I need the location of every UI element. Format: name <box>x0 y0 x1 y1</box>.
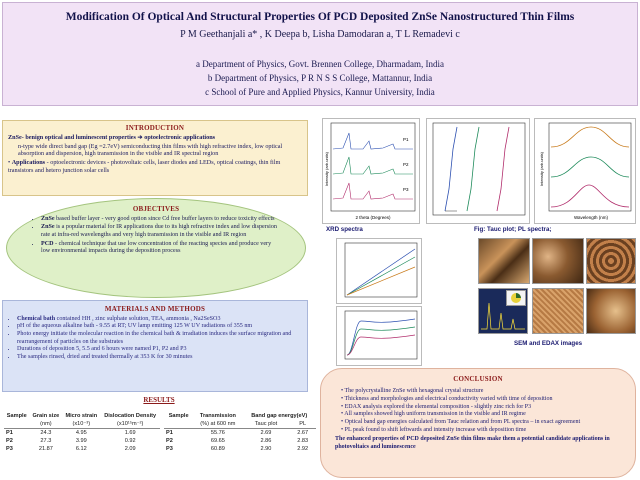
objective-text: - chemical technique that use low concentration of the reacting species and produce very low environmental impacts during the deposition process <box>41 240 272 255</box>
table-unit <box>164 420 193 429</box>
iv-figure <box>336 238 422 304</box>
poster-title: Modification Of Optical And Structural Properties Of PCD Deposited ZnSe Nanostructured Thin Films <box>65 11 575 23</box>
table-cell: 2.67 <box>297 430 309 436</box>
material-item <box>17 331 302 346</box>
tauc-plot <box>427 119 529 223</box>
conclusion-text: EDAX analysis explored the elemental composition - slightly zinc rich for P3 <box>344 403 532 410</box>
introduction-panel <box>2 120 308 196</box>
table-cell: P3 <box>166 446 173 452</box>
objective-item <box>41 216 279 224</box>
conclusion-title: CONCLUSION <box>453 375 503 383</box>
xrd-y-label: Intensity (arb.units) <box>324 151 329 187</box>
table-header: Dislocation Density <box>104 413 157 419</box>
transmission-plot <box>337 307 421 365</box>
table-row <box>164 437 316 445</box>
introduction-body: n-type wide direct band gap (Eg =2.7eV) semiconducting thin films with high refractive index, low optical absorption and dispersion, high transmission in the visible and IR spectral region <box>18 142 283 158</box>
table-cell: 2.90 <box>260 446 272 452</box>
introduction-applications: • Applications - optoelectronic devices - photovoltaic cells, laser diodes and LEDs, optical coatings, thin film transistors and hetero junction solar cells <box>8 159 281 174</box>
material-keyword: Chemical bath <box>17 315 56 322</box>
sem-image-2 <box>532 238 584 284</box>
affiliation-b: b Department of Physics, P R N S S College, Mattannur, India <box>207 73 433 83</box>
xrd-x-label: 2 theta (Degrees) <box>355 215 391 220</box>
sem-image-4 <box>532 288 584 334</box>
table-row <box>164 429 316 438</box>
table-cell: 21.87 <box>38 446 53 452</box>
introduction-title: INTRODUCTION <box>125 124 185 132</box>
sem-image-3 <box>586 238 636 284</box>
conclusion-item: • PL peak found to shift leftwards and intensity increase with deposition time <box>341 427 527 434</box>
material-text: The samples rinsed, dried and treated thermally at 353 K for 30 minutes <box>17 353 193 360</box>
conclusion-item: • The polycrystalline ZnSe with hexagonal crystal structure <box>341 388 484 395</box>
table-cell: P1 <box>6 430 13 436</box>
conclusion-text: The polycrystalline ZnSe with hexagonal crystal structure <box>344 388 484 395</box>
conclusion-panel <box>320 368 636 478</box>
materials-title: MATERIALS AND METHODS <box>104 305 206 313</box>
table-unit: PL <box>299 421 307 427</box>
pl-y-label: Intensity (arb.units) <box>539 151 544 187</box>
pl-plot <box>535 119 635 223</box>
results-table-optical <box>164 412 316 453</box>
table-header: Transmission <box>199 413 236 419</box>
conclusion-text: All samples showed high uniform transmission in the visible and IR regime <box>344 411 526 418</box>
applications-text: - optoelectronic devices - photovoltaic cells, laser diodes and LEDs, optical coatings, thin film transistors and hetero junction solar cells <box>8 159 281 174</box>
materials-list <box>12 316 302 362</box>
sem-caption: SEM and EDAX images <box>514 340 583 347</box>
tauc-pl-caption: Fig: Tauc plot; PL spectra; <box>474 226 552 233</box>
objective-keyword: ZnSe <box>41 224 55 231</box>
material-text: pH of the aqueous alkaline bath - 9.55 at RT; UV lamp emitting 125 W UV radiations of 355 nm <box>17 323 253 330</box>
poster-header <box>2 2 638 106</box>
table-cell: 69.65 <box>210 438 225 444</box>
table-header: Grain size <box>32 413 60 419</box>
table-cell: 55.76 <box>210 430 225 436</box>
table-cell: 0.92 <box>124 438 136 444</box>
table-cell: 2.92 <box>297 446 309 452</box>
objective-keyword: ZnSe <box>41 215 55 222</box>
material-text: Photo energy initiate the molecular reaction in the chemical bath & irradiation induces the surface migration and rearrangement of particles on the substrates <box>17 330 292 345</box>
xrd-plot <box>323 119 419 223</box>
material-item <box>17 323 302 331</box>
objective-item <box>41 224 279 239</box>
table-header: Sample <box>6 413 27 419</box>
material-item <box>17 346 302 354</box>
table-header: Micro strain <box>65 413 98 419</box>
table-cell: 4.95 <box>75 430 87 436</box>
table-row <box>4 445 160 453</box>
objectives-panel <box>6 198 306 298</box>
table-header: Sample <box>168 413 189 419</box>
table-cell: 27.3 <box>40 438 52 444</box>
conclusion-item: • Optical band gap energies calculated from Tauc relation and from PL spectra – in exact agreement <box>341 419 581 426</box>
affiliation-a: a Department of Physics, Govt. Brennen College, Dharmadam, India <box>196 59 444 69</box>
table-unit: (nm) <box>40 421 52 427</box>
xrd-series-label: P3 <box>403 187 409 192</box>
table-cell: 1.69 <box>124 430 136 436</box>
objective-item <box>41 241 279 256</box>
xrd-series-label: P2 <box>403 162 409 167</box>
conclusion-text: Thickness and morphologies and electrical conductivity varied with time of deposition <box>344 395 553 402</box>
material-text: contained HH , zinc sulphate solution, TEA, ammonia , Na2SeSO3 <box>55 315 221 322</box>
edax-pie-inset <box>506 290 526 306</box>
tauc-figure <box>426 118 530 224</box>
pl-figure <box>534 118 636 224</box>
material-item <box>17 354 302 362</box>
applications-label: Applications <box>11 159 46 166</box>
table-cell: 60.89 <box>210 446 225 452</box>
objective-text: is a popular material for IR applications due to its high refractive index and low dispersion rate at infra-red wavelengths and very high transmission in the visible and IR region <box>41 224 277 238</box>
introduction-lead: ZnSe- benign optical and luminescent properties ➔ optoelectronic applications <box>8 133 216 141</box>
conclusion-text: PL peak found to shift leftwards and intensity increase with deposition time <box>344 427 527 434</box>
table-cell: 3.99 <box>75 438 87 444</box>
xrd-caption: XRD spectra <box>326 226 363 233</box>
affiliation-c: c School of Pure and Applied Physics, Kannur University, India <box>205 87 435 97</box>
table-row <box>164 445 316 453</box>
table-cell: P2 <box>166 438 173 444</box>
table-unit <box>4 420 29 429</box>
conclusion-final: The enhanced properties of PCD deposited ZnSe thin films make them a potential candidate applications in photovoltaics and luminescence <box>335 435 610 450</box>
table-cell: P2 <box>6 438 13 444</box>
sem-image-1 <box>478 238 530 284</box>
table-cell: P3 <box>6 446 13 452</box>
xrd-series-label: P1 <box>403 137 409 142</box>
conclusion-item: • All samples showed high uniform transmission in the visible and IR regime <box>341 411 526 418</box>
table-cell: P1 <box>166 430 173 436</box>
table-cell: 24.3 <box>40 430 52 436</box>
conclusion-text: Optical band gap energies calculated from Tauc relation and from PL spectra – in exact agreement <box>344 419 581 426</box>
conclusion-item: • EDAX analysis explored the elemental composition - slightly zinc rich for P3 <box>341 403 532 410</box>
edax-pie <box>507 291 525 305</box>
table-cell: 2.86 <box>260 438 272 444</box>
author-list: P M Geethanjali a* , K Deepa b, Lisha Damodaran a, T L Remadevi c <box>180 29 460 40</box>
iv-plot <box>337 239 421 303</box>
transmission-figure <box>336 306 422 366</box>
table-row <box>4 437 160 445</box>
table-unit: (x10⁻³) <box>72 421 91 427</box>
results-table-structural <box>4 412 160 453</box>
table-row <box>4 429 160 438</box>
conclusion-item: • Thickness and morphologies and electrical conductivity varied with time of deposition <box>341 395 553 402</box>
objective-text: based buffer layer - very good option since Cd free buffer layers to reduce toxicity effects <box>54 215 275 222</box>
table-cell: 2.09 <box>124 446 136 452</box>
conclusion-list <box>335 388 621 435</box>
sem-image-5 <box>586 288 636 334</box>
table-unit: (%) at 600 nm <box>200 421 236 427</box>
materials-panel <box>2 300 308 392</box>
table-unit: (x10¹⁵m⁻²) <box>116 421 144 427</box>
table-unit: Tauc plot <box>254 421 278 427</box>
pl-x-label: Wavelength (nm) <box>573 215 609 220</box>
objective-keyword: PCD <box>41 240 54 247</box>
table-cell: 6.12 <box>75 446 87 452</box>
table-header: Band gap energy(eV) <box>251 413 308 419</box>
xrd-figure <box>322 118 420 224</box>
objectives-title: OBJECTIVES <box>132 205 180 213</box>
table-cell: 2.69 <box>260 430 272 436</box>
objectives-list <box>41 216 279 256</box>
table-cell: 2.83 <box>297 438 309 444</box>
results-title: RESULTS <box>143 396 175 404</box>
material-text: Durations of deposition 5, 5.5 and 6 hours were named P1, P2 and P3 <box>17 346 187 353</box>
